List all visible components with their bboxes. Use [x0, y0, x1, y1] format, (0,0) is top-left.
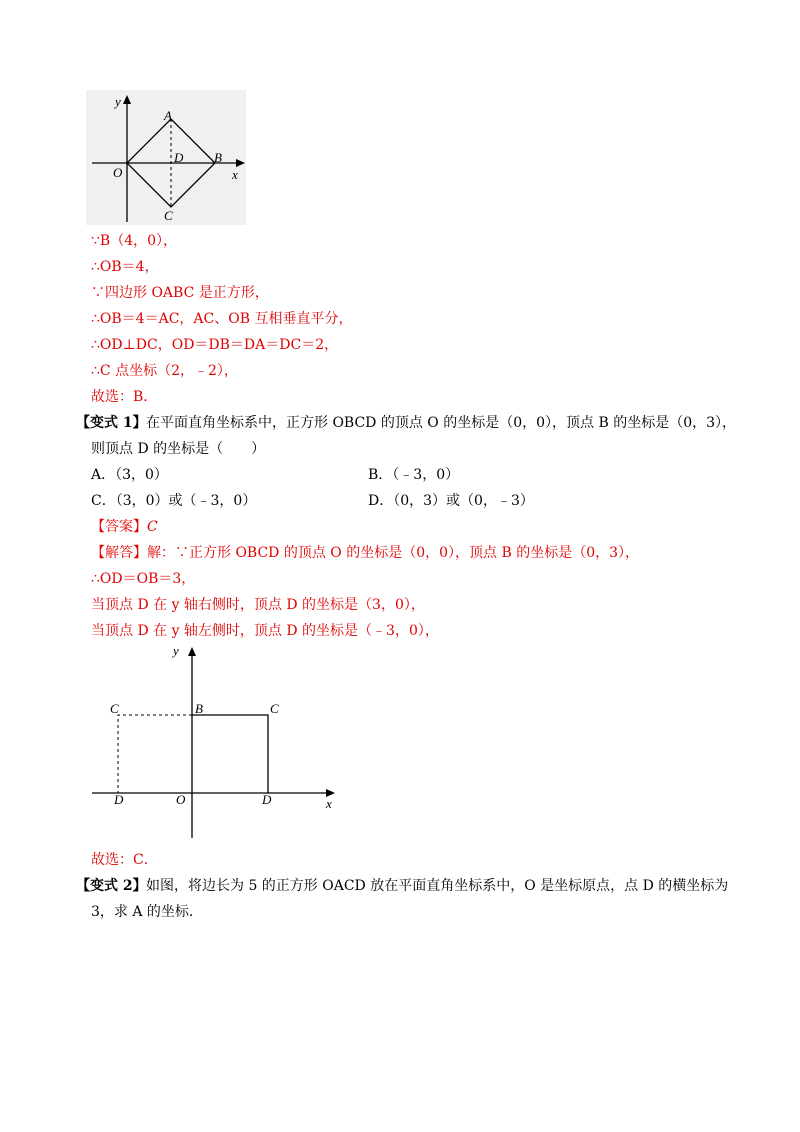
- y-axis-arrow: [188, 647, 196, 656]
- label-o: O: [176, 792, 186, 807]
- variant1-conclusion: 故选：C．: [91, 852, 158, 868]
- variant1-solution-line-2: ∴OD＝OB＝3，: [91, 571, 196, 587]
- solution-line-3: ∵四边形 OABC 是正方形，: [91, 285, 269, 301]
- label-o: O: [113, 165, 123, 180]
- solution-line-2: ∴OB＝4，: [91, 259, 159, 275]
- label-y: y: [115, 94, 121, 109]
- solution-line-4: ∴OB＝4＝AC，AC、OB 互相垂直平分，: [91, 311, 353, 327]
- solution-line-6: ∴C 点坐标（2，﹣2），: [91, 363, 238, 379]
- square-left-dashed: [118, 715, 192, 793]
- variant1-option-a: A．（3，0）: [91, 467, 168, 483]
- square-right: [192, 715, 268, 793]
- variant2-tag: 【变式 2】: [76, 878, 147, 894]
- label-x: x: [326, 796, 332, 811]
- figure-square-obcd: [90, 642, 340, 842]
- variant1-question-line-2: 则顶点 D 的坐标是（ ）: [91, 441, 266, 457]
- label-d-right: D: [262, 792, 272, 807]
- label-a: A: [164, 108, 172, 123]
- solution-line-1: ∵B（4，0），: [91, 233, 178, 249]
- variant1-option-c: C．（3，0）或（﹣3，0）: [91, 493, 257, 509]
- label-d-left: D: [114, 792, 124, 807]
- variant2-question-line-1: 如图，将边长为 5 的正方形 OACD 放在平面直角坐标系中，O 是坐标原点，点 D 的横坐标为: [146, 878, 729, 894]
- variant1-option-d: D．（0，3）或（0，﹣3）: [368, 493, 534, 509]
- label-d: D: [174, 150, 184, 165]
- figure-square-oabc: [86, 90, 246, 225]
- solution-line-5: ∴OD⊥DC，OD＝DB＝DA＝DC＝2，: [91, 337, 339, 353]
- solution-line-7: 故选：B．: [91, 389, 158, 405]
- variant1-solution-line-4: 当顶点 D 在 y 轴左侧时，顶点 D 的坐标是（﹣3，0），: [91, 623, 439, 639]
- label-y: y: [173, 643, 179, 658]
- answer-value: C: [147, 519, 158, 535]
- solution-text: 解：∵正方形 OBCD 的顶点 O 的坐标是（0，0），顶点 B 的坐标是（0，3），: [147, 545, 640, 561]
- variant1-tag: 【变式 1】: [76, 415, 147, 431]
- label-b: B: [214, 150, 222, 165]
- variant1-question-line-1: 在平面直角坐标系中，正方形 OBCD 的顶点 O 的坐标是（0，0），顶点 B 的坐标是（0，3），: [146, 415, 737, 431]
- variant1-solution-line-1: [91, 544, 639, 562]
- label-b: B: [195, 701, 203, 716]
- label-c: C: [164, 208, 173, 223]
- variant2-question-line-2: 3，求 A 的坐标．: [91, 904, 203, 920]
- label-c-left: C: [110, 701, 119, 716]
- solution-tag: 【解答】: [91, 545, 147, 561]
- variant1-answer: [91, 518, 158, 536]
- label-x: x: [232, 167, 238, 182]
- variant1-option-b: B．（﹣3，0）: [368, 467, 460, 483]
- variant1-solution-line-3: 当顶点 D 在 y 轴右侧时，顶点 D 的坐标是（3，0），: [91, 597, 425, 613]
- answer-tag: 【答案】: [91, 519, 147, 535]
- label-c-right: C: [270, 701, 279, 716]
